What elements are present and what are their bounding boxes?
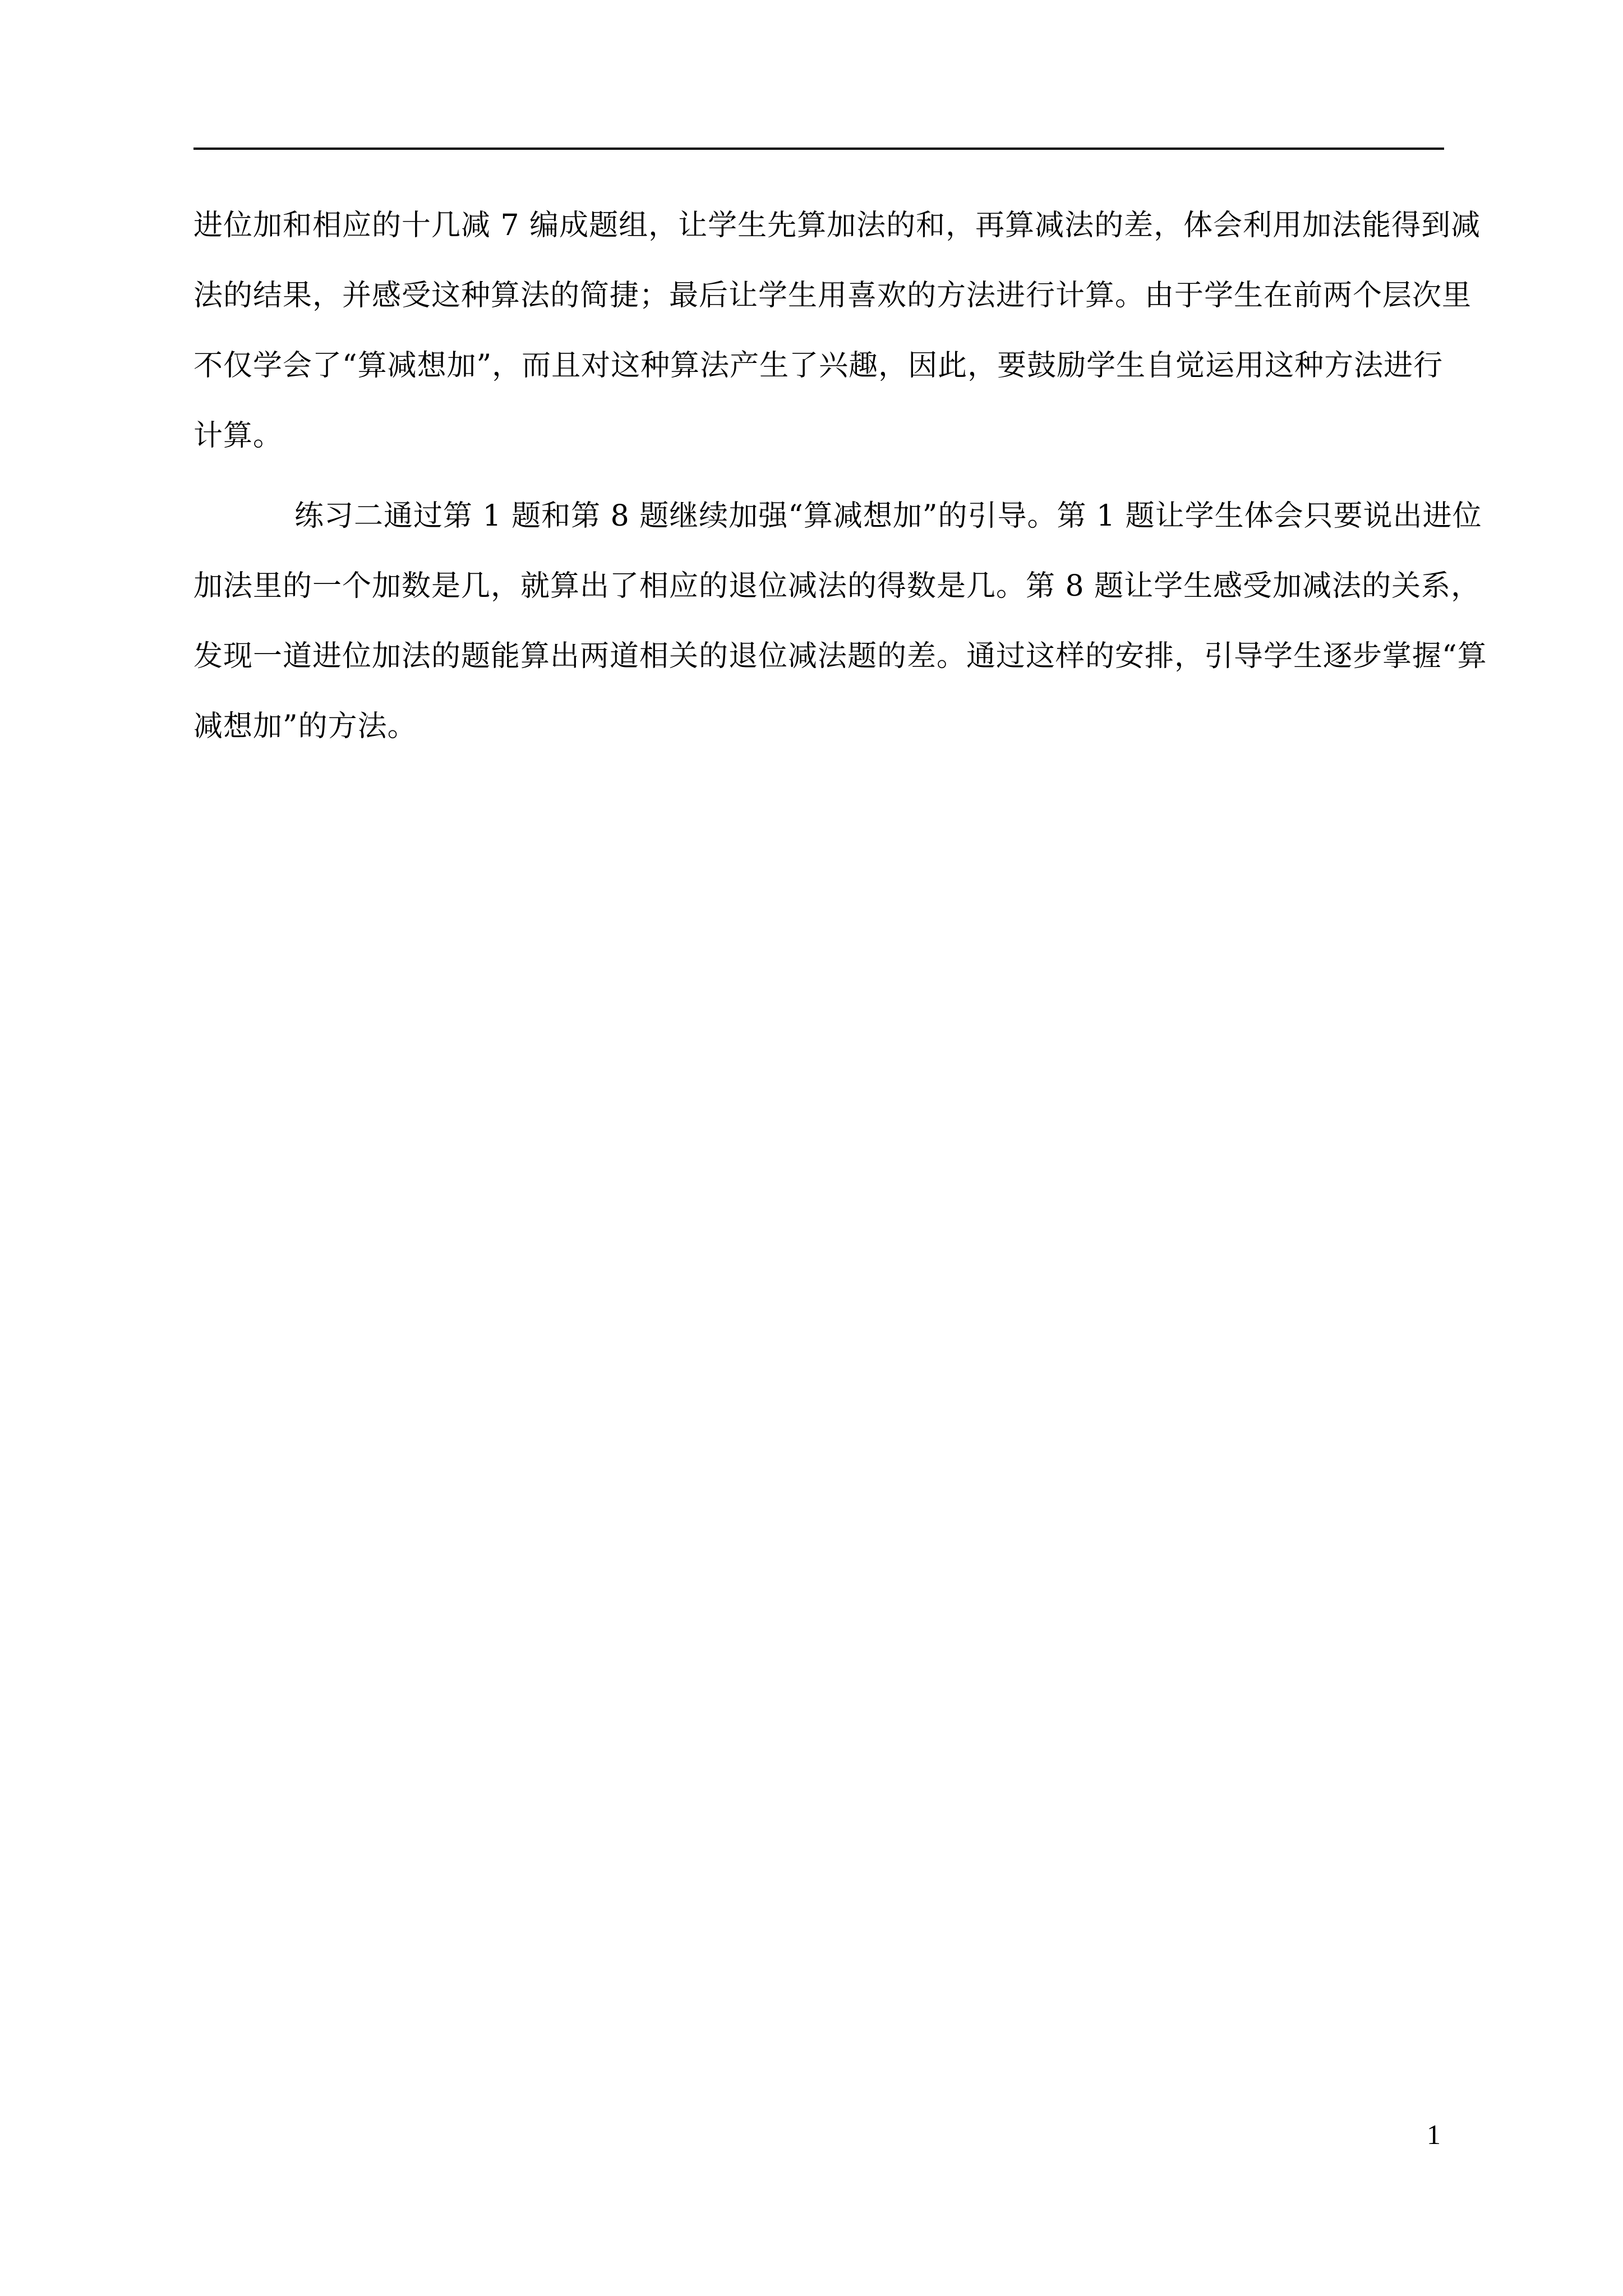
paragraph-line: 加法里的一个加数是几，就算出了相应的退位减法的得数是几。第 8 题让学生感受加减法的关系，	[193, 569, 1481, 603]
paragraph-line: 进位加和相应的十几减 7 编成题组，让学生先算加法的和，再算减法的差，体会利用加法能得到减	[193, 209, 1481, 242]
header-rule	[193, 148, 1444, 150]
paragraph-line: 发现一道进位加法的题能算出两道相关的退位减法题的差。通过这样的安排，引导学生逐步掌握“算	[193, 639, 1487, 673]
paragraph-line: 计算。	[193, 419, 283, 453]
paragraph-line: 不仅学会了“算减想加”，而且对这种算法产生了兴趣，因此，要鼓励学生自觉运用这种方法进行	[193, 349, 1444, 383]
paragraph-line: 减想加”的方法。	[193, 710, 417, 743]
paragraph-1	[193, 191, 1481, 471]
paragraph-line: 法的结果，并感受这种算法的简捷；最后让学生用喜欢的方法进行计算。由于学生在前两个层次里	[193, 279, 1472, 312]
paragraph-2	[193, 481, 1487, 762]
paragraph-line: 练习二通过第 1 题和第 8 题继续加强“算减想加”的引导。第 1 题让学生体会只要说出进位	[294, 499, 1482, 533]
page-number: 1	[1427, 2119, 1441, 2150]
paragraph-spacer	[193, 471, 1444, 481]
body-text	[193, 191, 1487, 762]
